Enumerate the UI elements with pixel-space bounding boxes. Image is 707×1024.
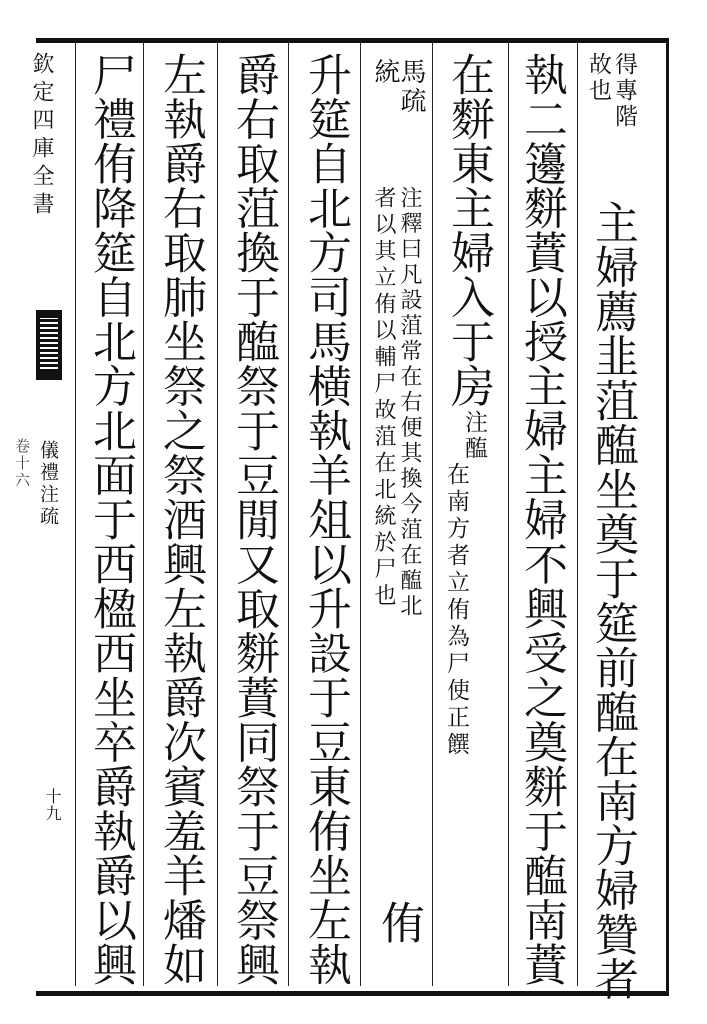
juan-number: 卷十六 <box>13 438 31 489</box>
annotation-left: 故也 <box>585 52 611 104</box>
fishtail-mark-inner <box>40 318 58 372</box>
annotation-left: 者以其立侑以輔尸故菹在北統於尸也 <box>371 186 396 610</box>
column-rule <box>360 41 361 986</box>
text-column-7: 左執爵右取肺坐祭之祭酒興左執爵次賓羞羊燔如 <box>155 52 206 987</box>
book-title: 儀禮注疏 <box>37 440 59 528</box>
column-rule <box>508 41 509 986</box>
annotation-prefix-left: 統 <box>370 58 400 87</box>
page-number: 十九 <box>43 788 62 822</box>
text-column-3: 在䴵東主婦入于房 <box>443 52 494 408</box>
column-rule <box>432 41 433 986</box>
text-column-2: 執二籩䴵蕡以授主婦主婦不興受之奠䴵于醢南蕡 <box>516 52 567 987</box>
column-rule <box>75 41 76 986</box>
column-rule <box>143 41 144 986</box>
text-column-5: 升筵自北方司馬横執羊俎以升設于豆東侑坐左執 <box>300 52 351 987</box>
annotation-prefix-right: 馬疏 <box>396 58 426 116</box>
column-rule <box>217 41 218 986</box>
text-column-4: 侑 <box>373 900 424 945</box>
annotation-right: 得專階 <box>611 52 637 130</box>
annotation-left: 在南方者立侑為尸使正饌 <box>443 462 469 759</box>
series-title: 欽定四庫全書 <box>29 52 54 220</box>
text-column-8: 尸禮侑降筵自北方北面于西楹西坐卒爵執爵以興 <box>85 52 136 987</box>
text-column-6: 爵右取菹換于醢祭于豆閒又取䴵蕡同祭于豆祭興 <box>228 52 279 987</box>
column-rule <box>577 41 578 986</box>
column-rule <box>288 41 289 986</box>
text-column-1: 主婦薦韭菹醢坐奠于筵前醢在南方婦贊者 <box>587 200 638 1001</box>
annotation-right: 注釋曰凡設菹常在右便其換今菹在醢北 <box>397 186 422 620</box>
annotation-right: 注醢 <box>461 410 487 462</box>
